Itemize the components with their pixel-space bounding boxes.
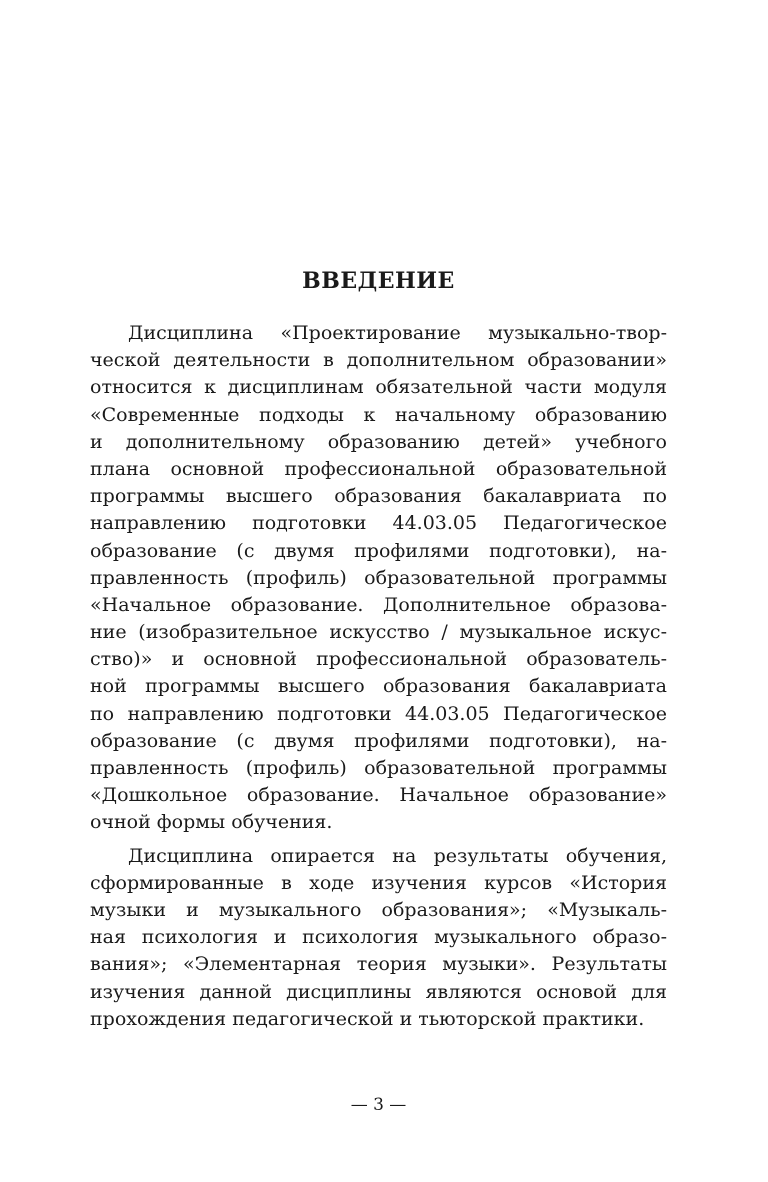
text-line: правленность (профиль) образовательной программы (90, 566, 667, 589)
text-line: по направлению подготовки 44.03.05 Педагогическое (90, 702, 667, 725)
text-line: направлению подготовки 44.03.05 Педагогическое (90, 512, 667, 535)
text-line: плана основной профессиональной образовательной (90, 457, 667, 480)
text-line: и дополнительному образованию детей» учебного (90, 430, 667, 453)
text-line: относится к дисциплинам обязательной части модуля (90, 376, 667, 399)
text-line: образование (с двумя профилями подготовки), на- (90, 729, 667, 752)
text-line: очной формы обучения. (90, 811, 333, 834)
text-line: ческой деятельности в дополнительном образовании» (90, 349, 667, 372)
text-line: правленность (профиль) образовательной программы (90, 757, 667, 779)
text-line: ной программы высшего образования бакалавриата (90, 675, 667, 698)
text-line: «Дошкольное образование. Начальное образование» (90, 784, 667, 807)
text-line: вания»; «Элементарная теория музыки». Результаты (90, 953, 667, 976)
page-number: — 3 — (350, 1095, 407, 1115)
text-line: изучения данной дисциплины являются основой для (90, 980, 667, 1003)
text-line: ство)» и основной профессиональной образователь- (90, 648, 667, 671)
text-line: программы высшего образования бакалавриата по (90, 485, 667, 508)
body-text (90, 320, 667, 1033)
text-line: ние (изобразительное искусство / музыкальное искус- (90, 621, 667, 644)
text-line: Дисциплина «Проектирование музыкально-твор- (128, 322, 667, 344)
paragraph-1 (90, 320, 667, 837)
text-line: прохождения педагогической и тьюторской практики. (90, 1007, 645, 1030)
text-line: Дисциплина опирается на результаты обучения, (128, 844, 667, 867)
text-line: музыки и музыкального образования»; «Музыкаль- (90, 898, 667, 921)
page-heading: ВВЕДЕНИЕ (302, 268, 455, 294)
text-line: ная психология и психология музыкального образо- (90, 926, 667, 949)
text-line: «Современные подходы к начальному образованию (90, 403, 667, 426)
text-line: образование (с двумя профилями подготовки), на- (90, 539, 667, 562)
paragraph-2 (90, 843, 667, 1033)
book-page (90, 0, 667, 1182)
text-line: сформированные в ходе изучения курсов «История (90, 871, 667, 894)
text-line: «Начальное образование. Дополнительное образова- (90, 593, 667, 616)
